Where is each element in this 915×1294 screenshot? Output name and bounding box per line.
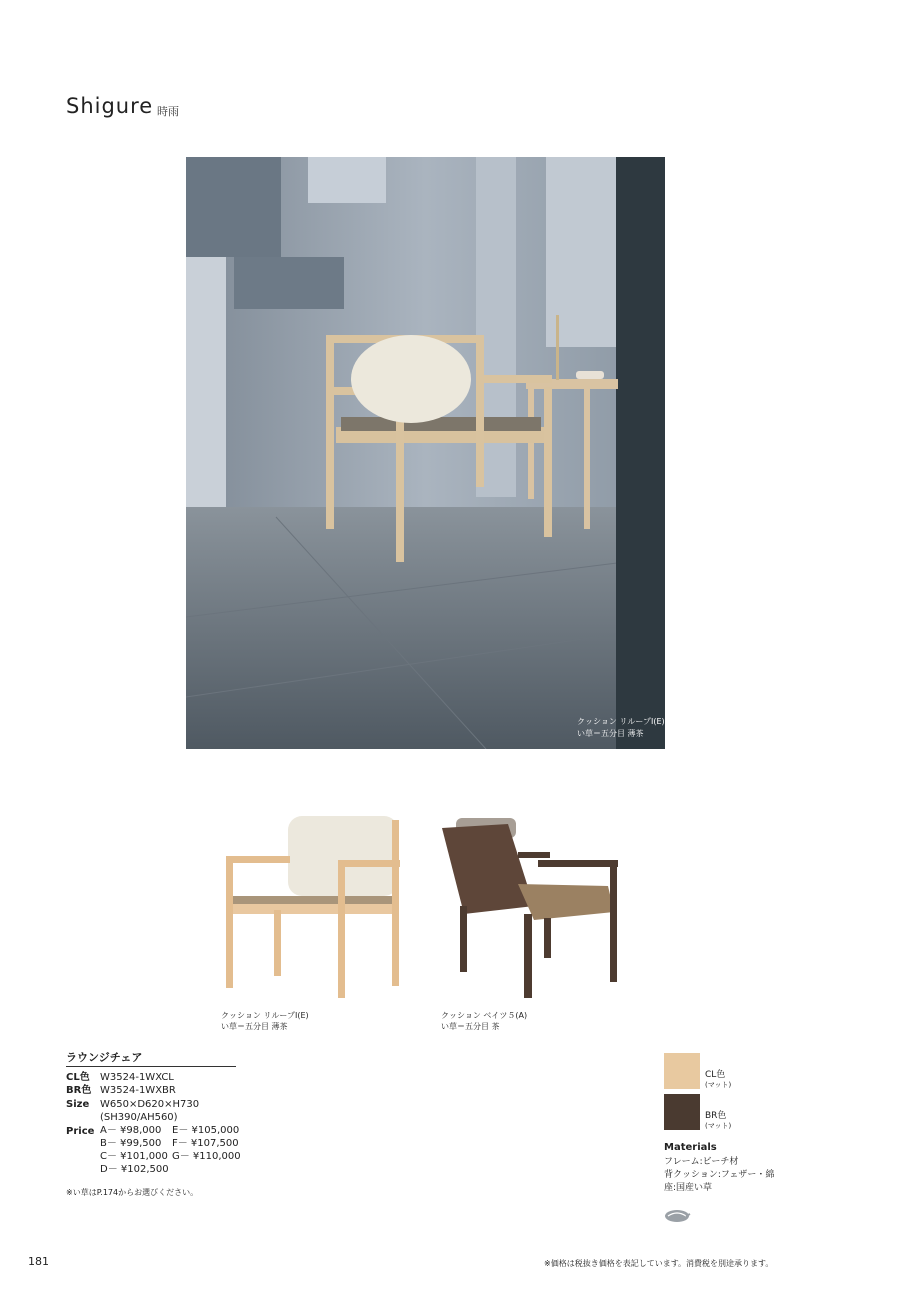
page-subtitle: 時雨 — [157, 105, 179, 118]
product-caption-br: クッション ベイツ５(A) い草＝五分目 茶 — [441, 1011, 528, 1031]
product-image-cl — [218, 810, 413, 1009]
spec-title: ラウンジチェア — [66, 1051, 143, 1064]
swatch-label-br: BR色 (マット) — [705, 1111, 732, 1130]
spec-divider — [66, 1066, 236, 1067]
materials-title: Materials — [664, 1142, 717, 1153]
spec-prices-right: E－ ¥105,000 F－ ¥107,500 G－ ¥110,000 — [172, 1125, 241, 1162]
spec-model-cl: CL色 W3524-1WXCL — [66, 1072, 174, 1083]
swatch-cl — [664, 1053, 700, 1089]
scene-illustration — [186, 157, 665, 749]
spec-size-sub: (SH390/AH560) — [100, 1112, 178, 1123]
page-number: 181 — [28, 1255, 49, 1268]
swatch-br — [664, 1094, 700, 1130]
spec-model-br: BR色 W3524-1WXBR — [66, 1085, 176, 1096]
swatch-label-cl: CL色 (マット) — [705, 1070, 732, 1089]
eco-mark-icon — [664, 1208, 692, 1228]
product-image-br — [438, 814, 633, 1008]
main-photo — [186, 157, 665, 749]
spec-note: ※い草はP.174からお選びください。 — [66, 1188, 199, 1197]
tax-note: ※価格は税抜き価格を表記しています。消費税を別途承ります。 — [544, 1259, 774, 1268]
product-caption-cl: クッション リループⅠ(E) い草＝五分目 薄茶 — [221, 1011, 309, 1031]
materials-list: フレーム:ビーチ材 背クッション:フェザー・綿 座:国産い草 — [664, 1157, 775, 1193]
photo-caption: クッション リループⅠ(E) い草＝五分目 薄茶 — [577, 717, 665, 738]
spec-price-label: Price — [66, 1126, 95, 1137]
spec-size: Size W650×D620×H730 — [66, 1099, 200, 1110]
spec-prices-left: A－ ¥98,000 B－ ¥99,500 C－ ¥101,000 D－ ¥102,500 — [100, 1125, 169, 1175]
page-title: Shigure — [66, 94, 154, 118]
